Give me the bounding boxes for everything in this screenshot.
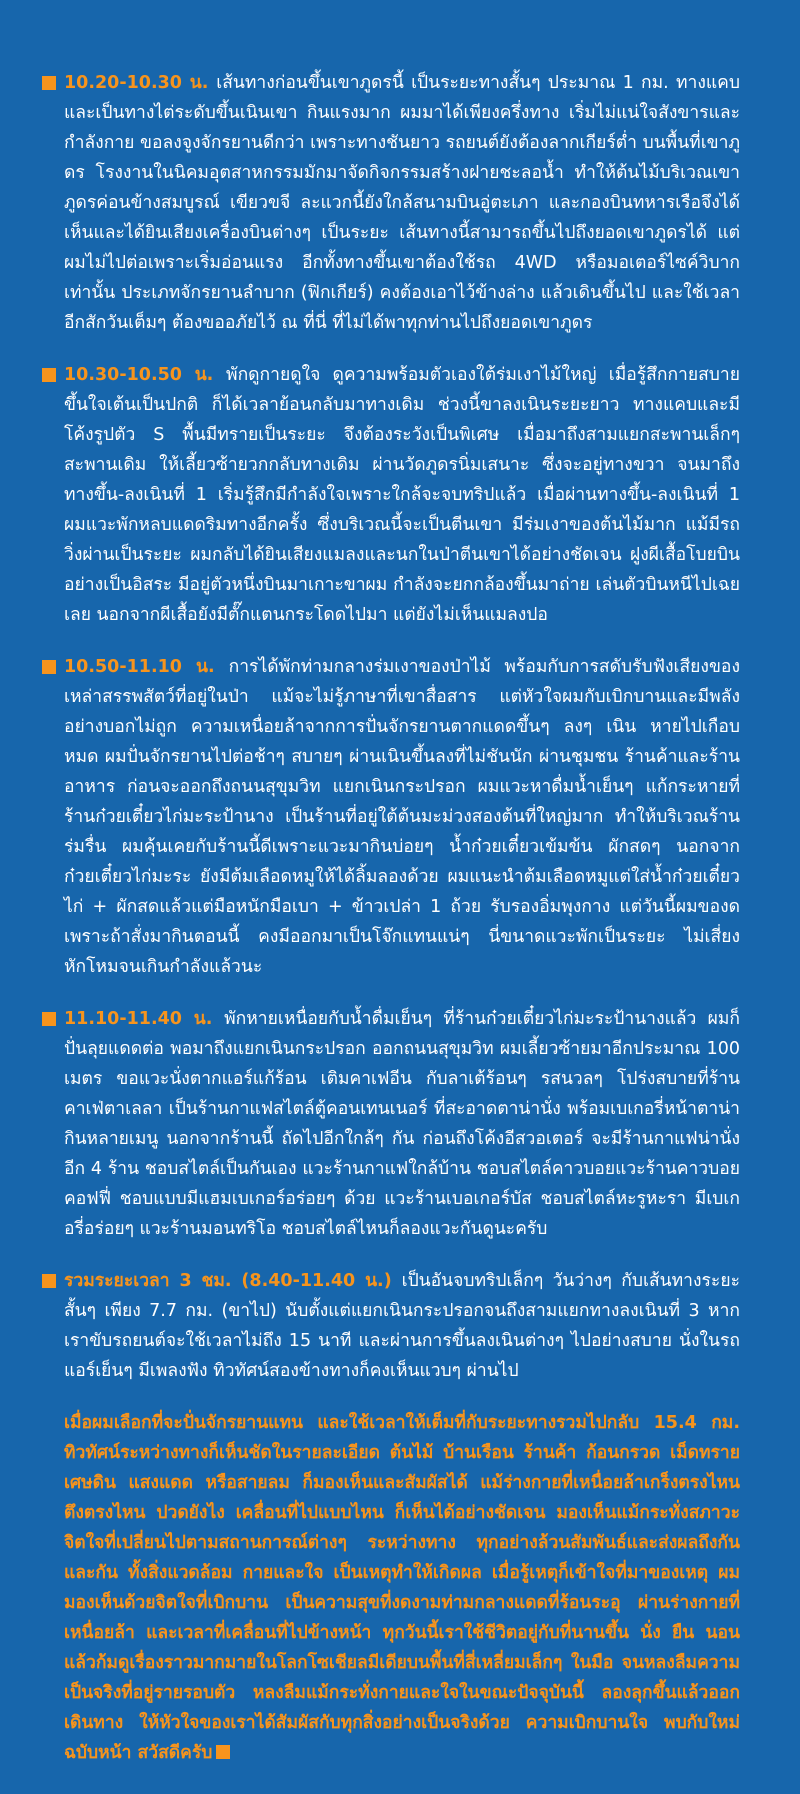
closing-paragraph (42, 1408, 740, 1768)
entry-10-50 (42, 652, 740, 982)
entry-time: 11.10-11.40 น. (64, 1009, 225, 1029)
orange-square-bullet-icon (42, 1274, 56, 1288)
entry-text: เป็นอันจบทริปเล็กๆ วันว่างๆ กับเส้นทางระยะสั้นๆ เพียง 7.7 กม. (ขาไป) นับตั้งแต่แยกเนินกระปรอกจนถึงสามแยกทางลงเนินที่ 3 หากเราขับรถยนต์จะใช้เวลาไม่ถึง 15 นาที และผ่านการขึ้นลงเนินต่างๆ ไปอย่างสบาย นั่งในรถ แอร์เย็นๆ มีเพลงฟัง ทิวทัศน์สองข้างทางก็คงเห็นแวบๆ ผ่านไป (64, 1271, 740, 1381)
entry-text: พักดูกายดูใจ ดูความพร้อมตัวเองใต้ร่มเงาไม้ใหญ่ เมื่อรู้สึกกายสบายขึ้นใจเต้นเป็นปกติ ก็ได้เวลาย้อนกลับมาทางเดิม ช่วงนี้ขาลงเนินระยะยาว ทางแคบและมีโค้งรูปตัว S พื้นมีทรายเป็นระยะ จึงต้องระวังเป็นพิเศษ เมื่อมาถึงสามแยกสะพานเล็กๆ สะพานเดิม ให้เลี้ยวซ้ายวกกลับทางเดิม ผ่านวัดภูดรนิ่มเสนาะ ซึ่งจะอยู่ทางขวา จนมาถึงทางขึ้น-ลงเนินที่ 1 เริ่มรู้สึกมีกำลังใจเพราะใกล้จะจบทริปแล้ว เมื่อผ่านทางขึ้น-ลงเนินที่ 1 ผมแวะพักหลบแดดริมทางอีกครั้ง ซึ่งบริเวณนี้จะเป็นตีนเขา มีร่มเงาของต้นไม้มาก แม้มีรถวิ่งผ่านเป็นระยะ ผมกลับได้ยินเสียงแมลงและนกในป่าตีนเขาได้อย่างชัดเจน ฝูงผีเสื้อโบยบินอย่างเป็นอิสระ มีอยู่ตัวหนึ่งบินมาเกาะขาผม กำลังจะยกกล้องขึ้นมาถ่าย เล่นตัวบินหนีไปเฉยเลย นอกจากผีเสื้อยังมีตั๊กแตนกระโดดไปมา แต่ยังไม่เห็นแมลงปอ (64, 365, 740, 625)
entry-11-10 (42, 1004, 740, 1244)
entry-summary (42, 1266, 740, 1386)
entry-text: พักหายเหนื่อยกับน้ำดื่มเย็นๆ ที่ร้านก๋วยเตี๋ยวไก่มะระป้านางแล้ว ผมก็ปั่นลุยแดดต่อ พอมาถึงแยกเนินกระปรอก ออกถนนสุขุมวิท ผมเลี้ยวซ้ายมาอีกประมาณ 100 เมตร ขอแวะนั่งตากแอร์แก้ร้อน เติมคาเฟอีน กับลาเต้ร้อนๆ รสนวลๆ โปร่งสบายที่ร้าน คาเฟ่ตาเลลา เป็นร้านกาแฟสไตล์ตู้คอนเทนเนอร์ ที่สะอาดตาน่านั่ง พร้อมเบเกอรี่หน้าตาน่ากินหลายเมนู นอกจากร้านนี้ ถัดไปอีกใกล้ๆ กัน ก่อนถึงโค้งอีสวอเตอร์ จะมีร้านกาแฟน่านั่ง อีก 4 ร้าน ชอบสไตล์เป็นกันเอง แวะร้านกาแฟใกล้บ้าน ชอบสไตล์คาวบอยแวะร้านคาวบอยคอฟฟี่ ชอบแบบมีแฮมเบเกอร์อร่อยๆ ด้วย แวะร้านเบอเกอร์บัส ชอบสไตล์หะรูหะรา มีเบเกอรี่อร่อยๆ แวะร้านมอนทริโอ ชอบสไตล์ไหนก็ลองแวะกันดูนะครับ (64, 1009, 740, 1239)
summary-duration: รวมระยะเวลา 3 ชม. (8.40-11.40 น.) (64, 1271, 402, 1291)
entry-time: 10.50-11.10 น. (64, 657, 229, 677)
orange-square-bullet-icon (42, 660, 56, 674)
orange-square-bullet-icon (42, 1012, 56, 1026)
end-mark-square-icon (216, 1745, 230, 1759)
entry-text: เส้นทางก่อนขึ้นเขาภูดรนี้ เป็นระยะทางสั้นๆ ประมาณ 1 กม. ทางแคบและเป็นทางไต่ระดับขึ้นเนินเขา กินแรงมาก ผมมาได้เพียงครึ่งทาง เริ่มไม่แน่ใจสังขารและกำลังกาย ขอลงจูงจักรยานดีกว่า เพราะทางชันยาว รถยนต์ยังต้องลากเกียร์ต่ำ บนพื้นที่เขาภูดร โรงงานในนิคมอุตสาหกรรมมักมาจัดกิจกรรมสร้างฝายชะลอน้ำ ทำให้ต้นไม้บริเวณเขาภูดรค่อนข้างสมบูรณ์ เขียวขจี ละแวกนี้ยังใกล้สนามบินอู่ตะเภา และกองบินทหารเรือจึงได้เห็นและได้ยินเสียงเครื่องบินต่างๆ เป็นระยะ เส้นทางนี้สามารถขึ้นไปถึงยอดเขาภูดรได้ แต่ผมไม่ไปต่อเพราะเริ่มอ่อนแรง อีกทั้งทางขึ้นเขาต้องใช้รถ 4WD หรือมอเตอร์ไซค์วิบากเท่านั้น ประเภทจักรยานลำบาก (ฟิกเกียร์) คงต้องเอาไว้ข้างล่าง แล้วเดินขึ้นไป และใช้เวลาอีกสักวันเต็มๆ ต้องขออภัยไว้ ณ ที่นี่ ที่ไม่ได้พาทุกท่านไปถึงยอดเขาภูดร (64, 73, 740, 333)
entry-time: 10.30-10.50 น. (64, 365, 227, 385)
entry-10-30 (42, 360, 740, 630)
orange-square-bullet-icon (42, 368, 56, 382)
orange-square-bullet-icon (42, 76, 56, 90)
entry-text: การได้พักท่ามกลางร่มเงาของป่าไม้ พร้อมกับการสดับรับฟังเสียงของเหล่าสรรพสัตว์ที่อยู่ในป่า แม้จะไม่รู้ภาษาที่เขาสื่อสาร แต่หัวใจผมกับเบิกบานและมีพลังอย่างบอกไม่ถูก ความเหนื่อยล้าจากการปั่นจักรยานตากแดดขึ้นๆ ลงๆ เนิน หายไปเกือบหมด ผมปั่นจักรยานไปต่อช้าๆ สบายๆ ผ่านเนินขึ้นลงที่ไม่ชันนัก ผ่านชุมชน ร้านค้าและร้านอาหาร ก่อนจะออกถึงถนนสุขุมวิท แยกเนินกระปรอก ผมแวะหาดื่มน้ำเย็นๆ แก้กระหายที่ร้านก๋วยเตี๋ยวไก่มะระป้านาง เป็นร้านที่อยู่ใต้ต้นมะม่วงสองต้นที่ใหญ่มาก ทำให้บริเวณร้านร่มรื่น ผมคุ้นเคยกับร้านนี้ดีเพราะแวะมากินบ่อยๆ น้ำก๋วยเตี๋ยวเข้มข้น ผักสดๆ นอกจากก๋วยเตี๋ยวไก่มะระ ยังมีต้มเลือดหมูให้ได้ลิ้มลองด้วย ผมแนะนำต้มเลือดหมูแต่ใส่น้ำก๋วยเตี๋ยวไก่ + ผักสดแล้วแต่มือหนักมือเบา + ข้าวเปล่า 1 ถ้วย รับรองอิ่มพุงกาง แต่วันนี้ผมของด เพราะถ้าสั่งมากินตอนนี้ คงมีออกมาเป็นโจ๊กแทนแน่ๆ นี่ขนาดแวะพักเป็นระยะ ไม่เสี่ยงหักโหมจนเกินกำลังแล้วนะ (64, 657, 740, 977)
entry-time: 10.20-10.30 น. (64, 73, 217, 93)
entry-10-20 (42, 68, 740, 338)
closing-text: เมื่อผมเลือกที่จะปั่นจักรยานแทน และใช้เวลาให้เต็มที่กับระยะทางรวมไปกลับ 15.4 กม. ทิวทัศน์ระหว่างทางก็เห็นชัดในรายละเอียด ต้นไม้ บ้านเรือน ร้านค้า ก้อนกรวด เม็ดทราย เศษดิน แสงแดด หรือสายลม ก็มองเห็นและสัมผัสได้ แม้ร่างกายที่เหนื่อยล้าเกร็งตรงไหน ตึงตรงไหน ปวดยังไง เคลื่อนที่ไปแบบไหน ก็เห็นได้อย่างชัดเจน มองเห็นแม้กระทั่งสภาวะจิตใจที่เปลี่ยนไปตามสถานการณ์ต่างๆ ระหว่างทาง ทุกอย่างล้วนสัมพันธ์และส่งผลถึงกันและกัน ทั้งสิ่งแวดล้อม กายและใจ เป็นเหตุทำให้เกิดผล เมื่อรู้เหตุก็เข้าใจที่มาของเหตุ ผมมองเห็นด้วยจิตใจที่เบิกบาน เป็นความสุขที่งดงามท่ามกลางแดดที่ร้อนระอุ ผ่านร่างกายที่เหนื่อยล้า และเวลาที่เคลื่อนที่ไปข้างหน้า ทุกวันนี้เราใช้ชีวิตอยู่กับที่นานขึ้น นั่ง ยืน นอน แล้วก้มดูเรื่องราวมากมายในโลกโซเชียลมีเดียบนพื้นที่สี่เหลี่ยมเล็กๆ ในมือ จนหลงลืมความเป็นจริงที่อยู่รายรอบตัว หลงลืมแม้กระทั่งกายและใจในขณะปัจจุบันนี้ ลองลุกขึ้นแล้วออกเดินทาง ให้หัวใจของเราได้สัมผัสกับทุกสิ่งอย่างเป็นจริงด้วย ความเบิกบานใจ พบกับใหม่ฉบับหน้า สวัสดีครับ (64, 1413, 740, 1763)
